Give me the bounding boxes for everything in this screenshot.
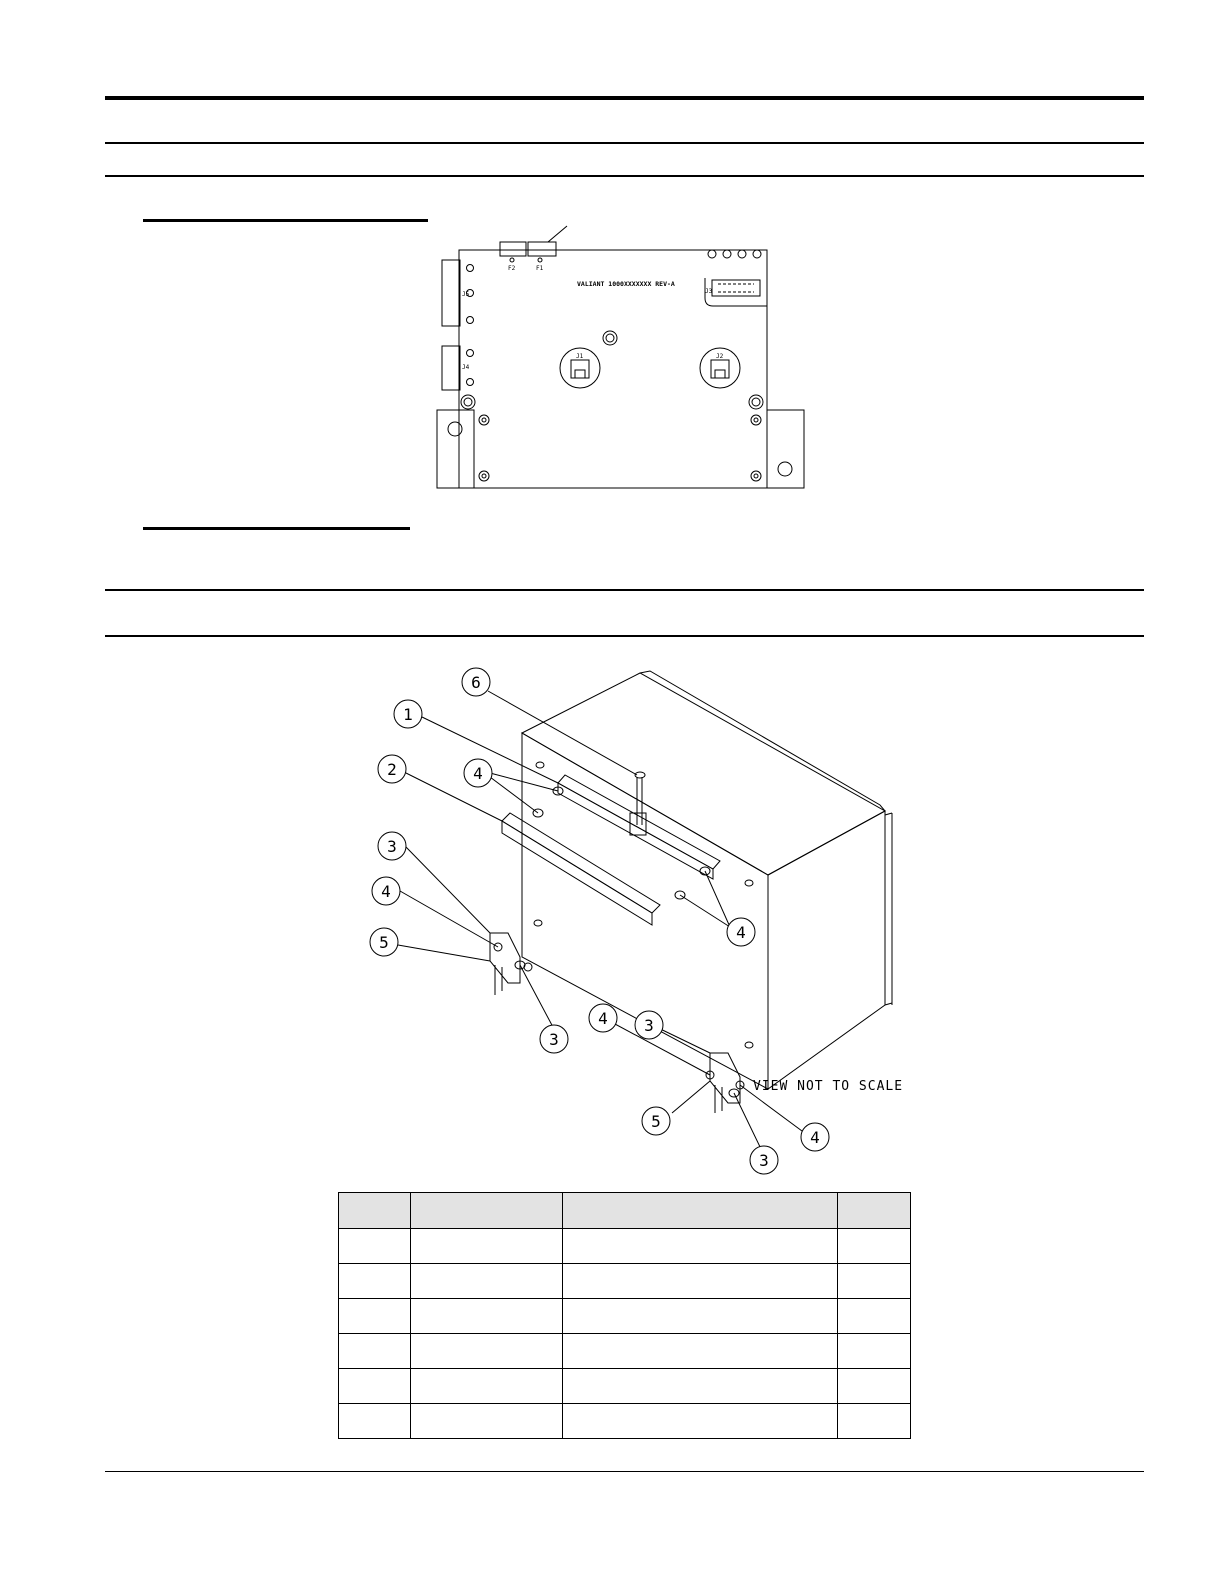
table-row bbox=[339, 1369, 911, 1404]
label-f1: F1 bbox=[536, 265, 544, 272]
footer-rule bbox=[105, 1471, 1144, 1472]
connector-j4-block bbox=[442, 346, 460, 390]
table-header-cell bbox=[563, 1193, 838, 1229]
table-cell bbox=[339, 1229, 411, 1264]
leader-5a bbox=[398, 945, 490, 961]
table-cell bbox=[339, 1299, 411, 1334]
table-cell bbox=[339, 1334, 411, 1369]
table-row bbox=[339, 1264, 911, 1299]
section-rule bbox=[105, 175, 1144, 177]
heading-underline-1 bbox=[143, 219, 428, 222]
connector-j5-block bbox=[442, 260, 460, 326]
table-row bbox=[339, 1299, 911, 1334]
header-rule bbox=[105, 142, 1144, 144]
callout-text-4-right: 4 bbox=[736, 923, 746, 942]
table-cell bbox=[411, 1299, 563, 1334]
table-header-cell bbox=[339, 1193, 411, 1229]
callout-text-5-right: 5 bbox=[651, 1112, 661, 1131]
label-j4: J4 bbox=[462, 364, 470, 371]
table-header-row bbox=[339, 1193, 911, 1229]
table-cell bbox=[838, 1404, 911, 1439]
callout-text-3-bottom: 3 bbox=[759, 1151, 769, 1170]
table-cell bbox=[563, 1229, 838, 1264]
table-cell bbox=[339, 1264, 411, 1299]
table-cell bbox=[411, 1404, 563, 1439]
label-j5: J5 bbox=[462, 291, 470, 298]
table-cell bbox=[563, 1404, 838, 1439]
callout-text-4-bottom: 4 bbox=[810, 1128, 820, 1147]
leader-3d bbox=[734, 1093, 762, 1151]
table-cell bbox=[339, 1369, 411, 1404]
header-rule-thick bbox=[105, 96, 1144, 100]
leader-4b bbox=[490, 777, 538, 813]
table-cell bbox=[838, 1264, 911, 1299]
table-cell bbox=[411, 1369, 563, 1404]
table-header-cell bbox=[411, 1193, 563, 1229]
table-cell bbox=[563, 1264, 838, 1299]
table-cell bbox=[838, 1229, 911, 1264]
label-j2: J2 bbox=[716, 353, 724, 360]
table-cell bbox=[411, 1229, 563, 1264]
leader-4a bbox=[490, 773, 558, 791]
enclosure-side-face bbox=[768, 811, 885, 1089]
fuse-holder-f2 bbox=[500, 242, 526, 256]
heading-underline-2 bbox=[143, 527, 410, 530]
assembly-drawing bbox=[360, 665, 920, 1175]
callout-text-3-mid: 3 bbox=[644, 1016, 654, 1035]
callout-text-6: 6 bbox=[471, 673, 481, 692]
table-header-cell bbox=[838, 1193, 911, 1229]
leader-line bbox=[548, 226, 567, 242]
bar-2 bbox=[502, 813, 660, 913]
enclosure-top-face bbox=[522, 673, 885, 875]
table-row bbox=[339, 1404, 911, 1439]
table-cell bbox=[838, 1334, 911, 1369]
callout-text-3-center: 3 bbox=[549, 1030, 559, 1049]
table-cell bbox=[563, 1334, 838, 1369]
connector-j3 bbox=[712, 280, 760, 296]
label-j1: J1 bbox=[576, 353, 584, 360]
leader-4e bbox=[400, 891, 498, 947]
callout-text-4-top: 4 bbox=[473, 764, 483, 783]
label-j3: J3 bbox=[705, 288, 713, 295]
fuse-holder-f1 bbox=[528, 242, 556, 256]
table-cell bbox=[838, 1299, 911, 1334]
leader-5b bbox=[672, 1081, 710, 1113]
leader-3b bbox=[520, 965, 554, 1029]
table-cell bbox=[339, 1404, 411, 1439]
scale-note: VIEW NOT TO SCALE bbox=[753, 1079, 904, 1094]
leader-6 bbox=[488, 691, 637, 775]
table-row bbox=[339, 1334, 911, 1369]
pcb-drawing bbox=[430, 220, 810, 492]
callout-text-3-left: 3 bbox=[387, 837, 397, 856]
table-cell bbox=[563, 1299, 838, 1334]
label-f2: F2 bbox=[508, 265, 516, 272]
callout-text-4-center: 4 bbox=[598, 1009, 608, 1028]
callout-text-5-left: 5 bbox=[379, 933, 389, 952]
board-label: VALIANT 1000XXXXXXX REV-A bbox=[577, 280, 675, 288]
section-rule-2 bbox=[105, 589, 1144, 591]
leader-3a bbox=[406, 847, 490, 933]
table-cell bbox=[838, 1369, 911, 1404]
table-row bbox=[339, 1229, 911, 1264]
callout-text-1: 1 bbox=[403, 705, 413, 724]
parts-table bbox=[338, 1192, 911, 1439]
table-cell bbox=[411, 1264, 563, 1299]
callout-text-4-left: 4 bbox=[381, 882, 391, 901]
table-cell bbox=[411, 1334, 563, 1369]
bar-1 bbox=[558, 775, 720, 869]
callout-text-2: 2 bbox=[387, 760, 397, 779]
section-rule-3 bbox=[105, 635, 1144, 637]
table-cell bbox=[563, 1369, 838, 1404]
